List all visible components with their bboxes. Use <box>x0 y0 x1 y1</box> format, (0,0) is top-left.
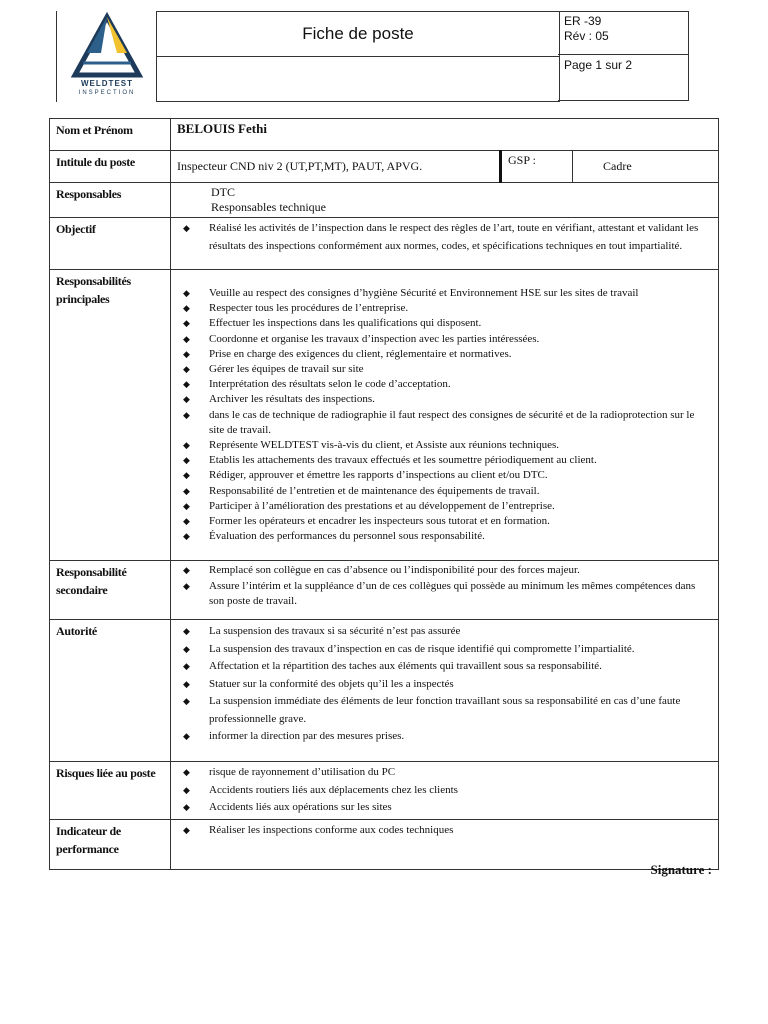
list-item: ◆ Archiver les résultats des inspections. <box>183 392 712 407</box>
objectif-label: Objectif <box>50 218 171 270</box>
resp-principales-list <box>177 286 712 544</box>
logo-subtitle: INSPECTION <box>78 90 136 96</box>
list-item: ◆ Remplacé son collègue en cas d’absence ou l’indisponibilité pour des forces majeur. <box>183 563 712 579</box>
weldtest-logo-icon <box>57 11 157 81</box>
list-item: ◆ Réaliser les inspections conforme aux codes techniques <box>183 822 712 839</box>
list-item: ◆ Prise en charge des exigences du client, réglementaire et normatives. <box>183 347 712 362</box>
responsables-values <box>171 183 719 218</box>
list-item: ◆ Accidents liés aux opérations sur les sites <box>183 799 712 817</box>
header-blank-cell <box>156 55 560 102</box>
list-item: ◆ risque de rayonnement d’utilisation du PC <box>183 764 712 782</box>
revision-number: Rév : 05 <box>564 29 609 43</box>
row-intitule <box>50 151 719 183</box>
list-item: ◆ Etablis les attachements des travaux effectués et les soumettre périodiquement au client. <box>183 453 712 468</box>
list-item: ◆ Effectuer les inspections dans les qualifications qui disposent. <box>183 316 712 331</box>
gsp-value: Cadre <box>573 151 719 183</box>
job-description-table <box>49 118 719 870</box>
list-item: ◆ Évaluation des performances du personnel sous responsabilité. <box>183 529 712 544</box>
list-item: ◆ Affectation et la répartition des taches aux éléments qui travaillent sous sa responsabilité. <box>183 658 712 676</box>
row-objectif <box>50 218 719 270</box>
list-item: ◆ Représente WELDTEST vis-à-vis du client, et Assiste aux réunions techniques. <box>183 438 712 453</box>
list-item: ◆ Respecter tous les procédures de l’entreprise. <box>183 301 712 316</box>
document-header <box>56 11 690 102</box>
list-item: ◆ informer la direction par des mesures prises. <box>183 728 712 746</box>
list-item: ◆ Coordonne et organise les travaux d’inspection avec les parties intéressées. <box>183 332 712 347</box>
page-title: Fiche de poste <box>156 11 560 57</box>
row-resp-secondaire <box>50 561 719 620</box>
intitule-label: Intitule du poste <box>50 151 171 183</box>
gsp-label: GSP : <box>501 151 573 183</box>
list-item: ◆ La suspension des travaux si sa sécurité n’est pas assurée <box>183 623 712 641</box>
row-nom <box>50 119 719 151</box>
resp-principales-cell <box>171 270 719 561</box>
row-responsables <box>50 183 719 218</box>
list-item: ◆ Gérer les équipes de travail sur site <box>183 362 712 377</box>
resp-principales-label: Responsabilités principales <box>50 270 171 561</box>
list-item: ◆ Assure l’intérim et la suppléance d’un de ces collègues qui possède au minimum les mêmes compétences dans son poste de travail. <box>183 579 712 610</box>
autorite-label: Autorité <box>50 620 171 762</box>
list-item: ◆ La suspension immédiate des éléments de leur fonction travaillant sous sa responsabilité en cas d’une faute professionnelle grave. <box>183 693 712 728</box>
signature-label: Signature : <box>650 862 712 877</box>
autorite-cell <box>171 620 719 762</box>
risques-cell <box>171 762 719 820</box>
list-item: ◆ Responsabilité de l’entretien et de maintenance des équipements de travail. <box>183 484 712 499</box>
objectif-cell <box>171 218 719 270</box>
list-item: ◆ dans le cas de technique de radiographie il faut respect des consignes de sécurité et de la radioprotection sur le site de travail. <box>183 408 712 438</box>
list-item: ◆ Rédiger, approuver et émettre les rapports d’inspections au client et/ou DTC. <box>183 468 712 483</box>
resp-secondaire-cell <box>171 561 719 620</box>
responsable-technique: Responsables technique <box>211 200 326 214</box>
list-item: ◆ Réalisé les activités de l’inspection dans le respect des règles de l’art, toute en vérifiant, attestant et validant les résultats des inspections conformément aux normes, codes, et spécifications techniques en tout impartialité. <box>183 220 712 255</box>
indicateur-label: Indicateur de performance <box>50 819 171 869</box>
row-risques <box>50 762 719 820</box>
objectif-list <box>177 220 712 255</box>
nom-label: Nom et Prénom <box>50 119 171 151</box>
responsables-label: Responsables <box>50 183 171 218</box>
resp-secondaire-list <box>177 563 712 610</box>
list-item: ◆ Accidents routiers liés aux déplacements chez les clients <box>183 782 712 800</box>
responsable-dtc: DTC <box>211 185 235 199</box>
risques-list <box>177 764 712 817</box>
risques-label: Risques liée au poste <box>50 762 171 820</box>
row-autorite <box>50 620 719 762</box>
indicateur-list <box>177 822 712 839</box>
list-item: ◆ La suspension des travaux d’inspection en cas de risque identifié qui compromette l’impartialité. <box>183 641 712 659</box>
list-item: ◆ Interprétation des résultats selon le code d’acceptation. <box>183 377 712 392</box>
resp-secondaire-label: Responsabilité secondaire <box>50 561 171 620</box>
list-item: ◆ Veuille au respect des consignes d’hygiène Sécurité et Environnement HSE sur les sites de travail <box>183 286 712 301</box>
logo-cell <box>56 11 157 102</box>
nom-value: BELOUIS Fethi <box>171 119 719 151</box>
page-number: Page 1 sur 2 <box>558 55 689 101</box>
list-item: ◆ Former les opérateurs et encadrer les inspecteurs sous tutorat et en formation. <box>183 514 712 529</box>
list-item: ◆ Statuer sur la conformité des objets qu’il les a inspectés <box>183 676 712 694</box>
logo-wordmark: WELDTEST <box>81 79 133 88</box>
intitule-value: Inspecteur CND niv 2 (UT,PT,MT), PAUT, APVG. <box>171 151 501 183</box>
autorite-list <box>177 623 712 746</box>
list-item: ◆ Participer à l’amélioration des prestations et au développement de l’entreprise. <box>183 499 712 514</box>
reference-code: ER -39 <box>564 14 602 28</box>
row-resp-principales <box>50 270 719 561</box>
document-reference <box>558 11 689 55</box>
